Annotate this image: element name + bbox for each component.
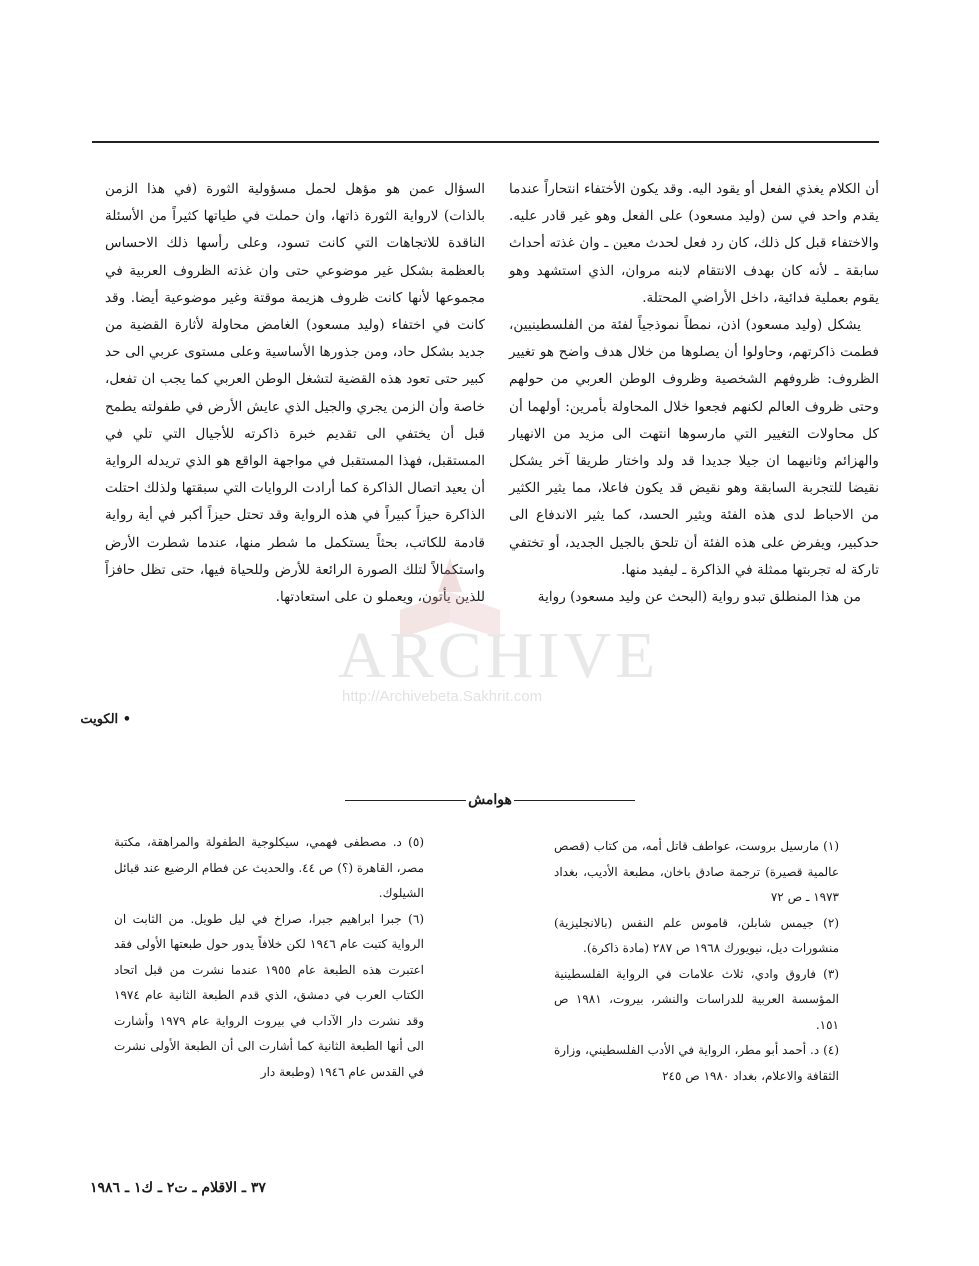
page-footer: ٣٧ ـ الاقلام ـ ت٢ ـ ك١ ـ ١٩٨٦ — [90, 1180, 266, 1196]
footnote: (٣) فاروق وادي، ثلاث علامات في الرواية الفلسطينية المؤسسة العربية للدراسات والنشر، بيروت، ١٩٨١ ص ١٥١. — [554, 966, 839, 1032]
notes-heading-label: هوامش — [468, 792, 512, 808]
footnote: (٢) جيمس شابلن، قاموس علم النفس (بالانجليزية) منشورات ديل، نيويورك ١٩٦٨ ص ٢٨٧ (مادة ذاكرة). — [554, 915, 839, 955]
paragraph: يشكل (وليد مسعود) اذن، نمطاً نموذجياً لفئة من الفلسطينيين، فطمت ذاكرتهم، وحاولوا أن يصلوها من خلال هدف واضح هو تغيير الظروف: ظروفهم الشخصية وظروف الوطن العربي من حولهم وحتى ظروف العالم لكنهم فجعوا خلال المحاولة بأمرين: أولهما أن كل محاولات التغيير التي مارسوها انتهت الى مزيد من الانهيار والهزائم وثانيهما ان جيلا جديدا قد ولد واختار طريقا آخر يشكل نقيضا للتجربة السابقة وهو نقيض قد يكون فاعلا، مما يثير الكثير من الاحباط لدى هذه الفئة ويثير الحسد، كما يثير الاندفاع الى حدكبير، ويفرض على هذه الفئة أن تلحق بالجيل الجديد، أو تختفي تاركة له تجربتها ممثلة في الذاكرة ـ ليفيد منها. — [509, 317, 879, 578]
watermark-word: ARCHIVE — [338, 619, 660, 692]
notes-heading-rule — [345, 800, 466, 801]
header-rule — [92, 141, 879, 143]
article-column-left — [105, 176, 485, 611]
footnote: (٤) د. أحمد أبو مطر، الرواية في الأدب الفلسطيني، وزارة الثقافة والاعلام، بغداد ١٩٨٠ ص ٢٤٥ — [554, 1043, 839, 1083]
footnote: (١) مارسيل بروست، عواطف قاتل أمه، من كتاب (قصص عالمية قصيرة) ترجمة صادق باخان، مطبعة الأديب، بغداد ١٩٧٣ ـ ص ٧٢ — [554, 839, 839, 904]
paragraph: السؤال عمن هو مؤهل لحمل مسؤولية الثورة (في هذا الزمن بالذات) لارواية الثورة ذاتها، وان حملت في طياتها كثيراً من الأسئلة الناقدة للاتجاهات التي كانت تسود، وعلى رأسها ذلك الاحساس بالعظمة بشكل غير موضوعي حتى وان غذته الظروف العربية في مجموعها لأنها كانت ظروف هزيمة موقتة وغير موضوعية أيضا. وقد كانت في اختفاء (وليد مسعود) الغامض محاولة لأثارة القضية من جديد بشكل حاد، ومن جذورها الأساسية وعلى مستوى عربي الى حد كبير حتى تعود هذه القضية لتشغل الوطن العربي كما يجب ان تفعل، خاصة وأن الزمن يجري والجيل الذي عايش الأرض في طفولته يطمح قبل أن يختفي الى تقديم خبرة ذاكرته للأجيال التي تلي في المستقبل، فهذا المستقبل في مواجهة الواقع هو الذي تريدله الرواية أن يعيد اتصال الذاكرة كما أرادت الروايات التي سبقتها ولذلك احتلت الذاكرة حيزاً كبيراً في هذه الرواية وقد تحتل حيزاً أكبر في أية رواية قادمة للكاتب، بحثاً يستكمل ما شطر منها، عندما شطرت الأرض واستكمالاً لتلك الصورة الرائعة للأرض وللحياة فيها، حتى تظل حافزاً للذين يأتون، ويعملو ن على استعادتها. — [105, 181, 485, 606]
article-column-right — [509, 176, 879, 611]
notes-heading-rule — [514, 800, 635, 801]
author-location: • الكويت — [80, 712, 131, 727]
notes-heading — [345, 788, 635, 812]
paragraph: أن الكلام يغذي الفعل أو يقود اليه. وقد يكون الأختفاء انتحاراً عندما يقدم واحد في سن (وليد مسعود) على الفعل وهو غير قادر عليه. والاختفاء قبل كل ذلك، كان رد فعل لحدث معين ـ وان غذته أحداث سابقة ـ لأنه كان بهدف الانتقام لابنه مروان، الذي استشهد وهو يقوم بعملية فدائية، داخل الأراضي المحتلة. — [509, 181, 879, 306]
paragraph: من هذا المنطلق تبدو رواية (البحث عن وليد مسعود) رواية — [537, 589, 861, 606]
footnote: (٦) جبرا ابراهيم جبرا، صراخ في ليل طويل. من الثابت ان الرواية كتبت عام ١٩٤٦ لكن خلافاً يدور حول طبعتها الأولى فقد اعتبرت هذه الطبعة عام ١٩٥٥ عندما نشرت من قبل اتحاد الكتاب العرب في دمشق، الذي قدم الطبعة الثانية عام ١٩٧٤ وقد نشرت دار الآداب في بيروت الرواية عام ١٩٧٩ وأشارت الى أنها الطبعة الثانية كما أشارت الى أن الطبعة الأولى نشرت في القدس عام ١٩٤٦ (وطبعة دار — [114, 911, 425, 1079]
notes-column-left — [114, 830, 424, 1085]
footnote: (٥) د. مصطفى فهمي، سيكلوجية الطفولة والمراهقة، مكتبة مصر، القاهرة (؟) ص ٤٤. والحديث عن فطام الرضيع عند قبائل الشيلوك. — [114, 835, 424, 900]
watermark-url: http://Archivebeta.Sakhrit.com — [342, 688, 543, 705]
notes-column-right — [554, 834, 839, 1089]
